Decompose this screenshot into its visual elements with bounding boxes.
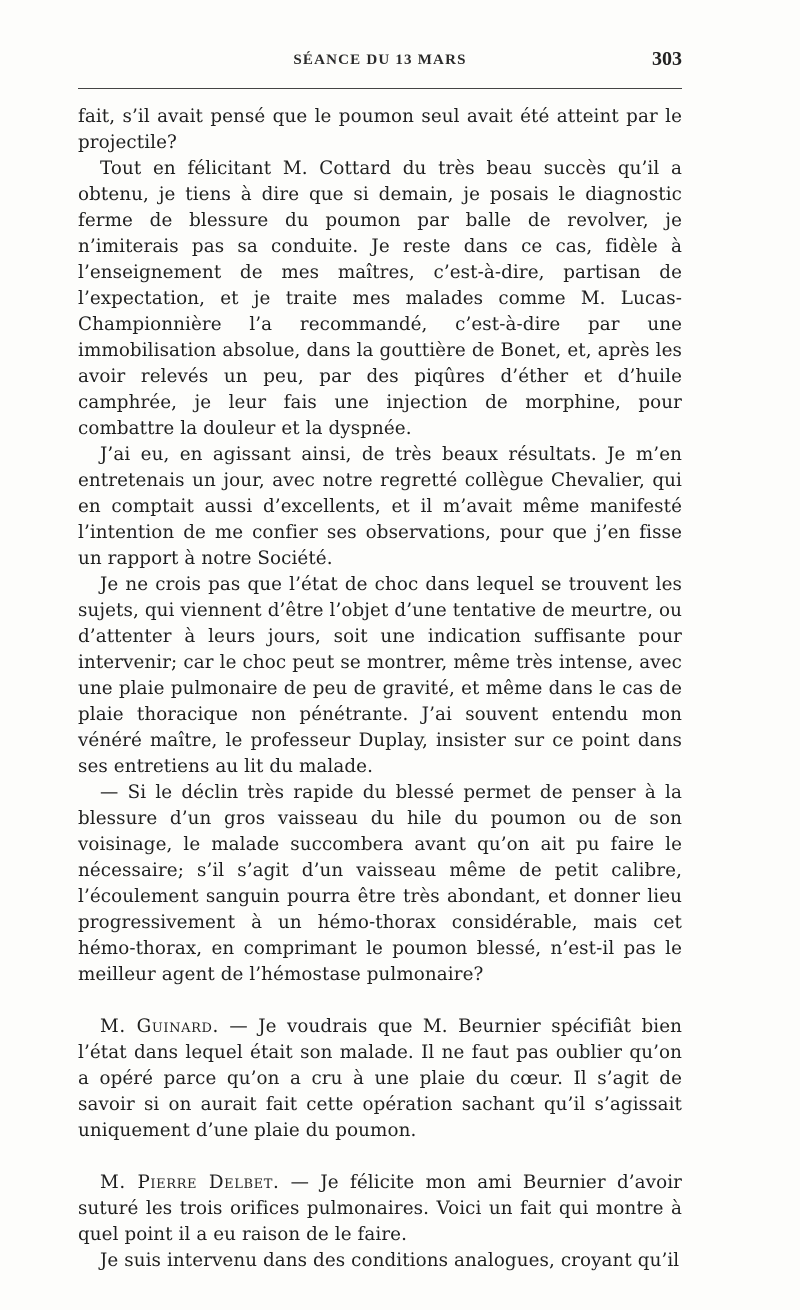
body-text	[78, 104, 682, 1274]
paragraph: fait, s’il avait pensé que le poumon seul avait été atteint par le projectile?	[78, 106, 682, 153]
page-number: 303	[652, 48, 682, 70]
speaker-name: M. Pierre Delbet.	[100, 1172, 280, 1193]
paragraph-guinard	[78, 1014, 682, 1144]
paragraph: Je ne crois pas que l’état de choc dans lequel se trouvent les sujets, qui viennent d’être l’objet d’une tentative de meurtre, ou d’attenter à leurs jours, soit une indication suffisante pour intervenir; car le choc peut se montrer, même très intense, avec une plaie pulmonaire de peu de gravité, et même dans le cas de plaie thoracique non pénétrante. J’ai souvent entendu mon vénéré maître, le professeur Duplay, insister sur ce point dans ses entretiens au lit du malade.	[78, 574, 682, 777]
running-title: SÉANCE DU 13 MARS	[293, 52, 467, 68]
paragraph: Je suis intervenu dans des conditions analogues, croyant qu’il	[100, 1250, 680, 1271]
paragraph: — Si le déclin très rapide du blessé permet de penser à la blessure d’un gros vaisseau du hile du poumon ou de son voisinage, le malade succombera avant qu’on ait pu faire le nécessaire; s’il s’agit d’un vaisseau même de petit calibre, l’écoulement sanguin pourra être très abondant, et donner lieu progressivement à un hémo-thorax considérable, mais cet hémo-thorax, en comprimant le poumon blessé, n’est-il pas le meilleur agent de l’hémostase pulmonaire?	[78, 782, 682, 985]
paragraph-delbet	[78, 1170, 682, 1248]
running-header	[78, 48, 682, 78]
paragraph: Tout en félicitant M. Cottard du très beau succès qu’il a obtenu, je tiens à dire que si demain, je posais le diagnostic ferme de blessure du poumon par balle de revolver, je n’imiterais pas sa conduite. Je reste dans ce cas, fidèle à l’enseignement de mes maîtres, c’est-à-dire, partisan de l’expectation, et je traite mes malades comme M. Lucas-Championnière l’a recommandé, c’est-à-dire par une immobilisation absolue, dans la gouttière de Bonet, et, après les avoir relevés un peu, par des piqûres d’éther et d’huile camphrée, je leur fais une injection de morphine, pour combattre la douleur et la dyspnée.	[78, 158, 682, 439]
header-rule	[78, 88, 682, 89]
speech-text: — Je félicite mon ami Beurnier d’avoir suturé les trois orifices pulmonaires. Voici un fait qui montre à quel point il a eu raison de le faire.	[78, 1172, 682, 1245]
speech-text: — Je voudrais que M. Beurnier spécifiât bien l’état dans lequel était son malade. Il ne faut pas oublier qu’on a opéré parce qu’on a cru à une plaie du cœur. Il s’agit de savoir si on aurait fait cette opération sachant qu’il s’agissait uniquement d’une plaie du poumon.	[78, 1016, 682, 1141]
speaker-name: M. Guinard.	[100, 1016, 219, 1037]
paragraph: J’ai eu, en agissant ainsi, de très beaux résultats. Je m’en entretenais un jour, avec notre regretté collègue Chevalier, qui en comptait aussi d’excellents, et il m’avait même manifesté l’intention de me confier ses observations, pour que j’en fisse un rapport à notre Société.	[78, 444, 682, 569]
